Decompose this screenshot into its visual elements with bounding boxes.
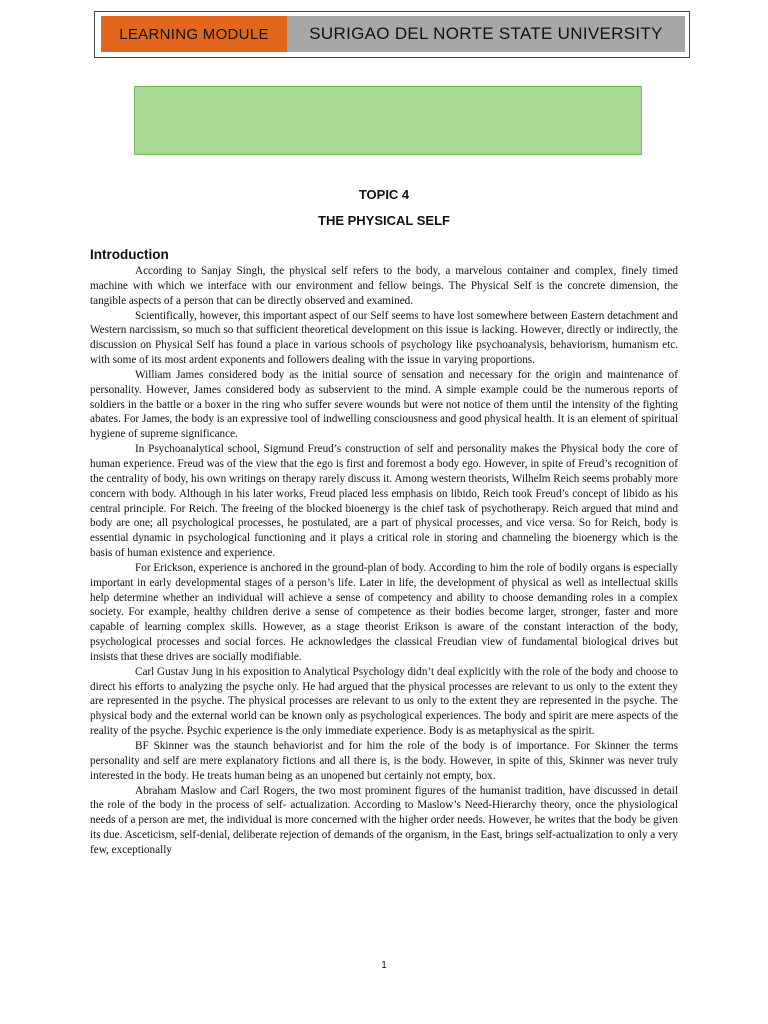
paragraph: William James considered body as the initial source of sensation and necessary for the origin and maintenance of personality. However, James considered body as subservient to the mind. A simple example could be the numerous reports of soldiers in the battle or a boxer in the ring who suffer severe wounds but were not notice of them until the intensity of the fighting abates. For James, the body is an expressive tool of indwelling consciousness and good physical health. It is an element of spiritual hygiene of supreme significance. (90, 368, 678, 441)
paragraph: Abraham Maslow and Carl Rogers, the two most prominent figures of the humanist tradition, have discussed in detail the role of the body in the process of self- actualization. According to Maslow’s Need-Hierarchy theory, once the physiological needs of a person are met, the individual is more concerned with the higher order needs. However, he writes that the body be given its due. Asceticism, self-denial, deliberate rejection of demands of the organism, in the East, brings self-actualization to only a very few, exceptionally (90, 784, 678, 856)
topic-banner-box (134, 86, 642, 155)
module-label (101, 16, 287, 52)
university-banner (287, 16, 685, 52)
topic-title: THE PHYSICAL SELF (318, 213, 450, 228)
body-text (90, 264, 678, 858)
paragraph: Scientifically, however, this important aspect of our Self seems to have lost somewhere between Eastern detachment and Western narcissism, so much so that sufficient theoretical development on this issue is lacking. However, directly or indirectly, the discussion on Physical Self has found a place in various schools of psychology like psychoanalysis, behaviorism, humanism etc. with some of its most ardent exponents and followers dealing with the issue in varying proportions. (90, 309, 678, 367)
paragraph: Carl Gustav Jung in his exposition to Analytical Psychology didn’t deal explicitly with the role of the body and choose to direct his efforts to analyzing the psyche only. He had argued that the physical processes are relevant to us only to the extent they are represented in the psyche. The physical processes are relevant to us only to the extent they are represented in the psyche. The physical body and the external world can be known only as psychological experiences. The body and spirit are mere aspects of the reality of the psyche. Psychic experience is the only immediate experience. Body is as metaphysical as the spirit. (90, 665, 678, 738)
paragraph: In Psychoanalytical school, Sigmund Freud’s construction of self and personality makes the Physical body the core of human experience. Freud was of the view that the ego is first and foremost a body ego. However, in spite of Freud’s recognition of the centrality of body, his own writings on therapy rarely discuss it. Among western theorists, Wilhelm Reich seems probably more concern with body. Although in his later works, Freud placed less emphasis on libido, Reich took Freud’s concept of libido as his central principle. For Reich. The freeing of the blocked bioenergy is the chief task of psychotherapy. Reich argued that mind and body are one; all psychological processes, he postulated, are a part of physical processes, and vice versa. So for Reich, body is essential dynamic in psychological functioning and it plays a critical role in storing and channeling the bioenergy which is the basis of human existence and experience. (90, 443, 678, 560)
paragraph: According to Sanjay Singh, the physical self refers to the body, a marvelous container and complex, finely timed machine with which we interface with our environment and fellow beings. The Physical Self is the concrete dimension, the tangible aspects of a person that can be directly observed and examined. (90, 265, 678, 307)
university-name: SURIGAO DEL NORTE STATE UNIVERSITY (309, 24, 663, 43)
paragraph: BF Skinner was the staunch behaviorist and for him the role of the body is of importance. For Skinner the terms personality and self are mere explanatory fictions and all there is, is the body. However, in spite of this, Skinner was never truly interested in the body. He treats human being as an unopened but certainly not empty, box. (90, 740, 678, 782)
paragraph: For Erickson, experience is anchored in the ground-plan of body. According to him the role of bodily organs is especially important in early developmental stages of a person’s life. Later in life, the development of physical as well as intellectual skills help determine whether an individual will achieve a sense of competency and ability to choose demanding roles in a complex society. For example, healthy children derive a sense of competence as their bodies become larger, stronger, faster and more capable of learning complex skills. However, as a stage theorist Erikson is aware of the constant interaction of the body, psychological processes and social forces. He acknowledges the classical Freudian view of fundamental biological drives but insists that these drives are socially modifiable. (90, 561, 678, 663)
module-label-text: LEARNING MODULE (119, 25, 269, 43)
topic-number: TOPIC 4 (358, 187, 410, 202)
section-heading: Introduction (90, 247, 169, 262)
page-number: 1 (381, 960, 387, 971)
